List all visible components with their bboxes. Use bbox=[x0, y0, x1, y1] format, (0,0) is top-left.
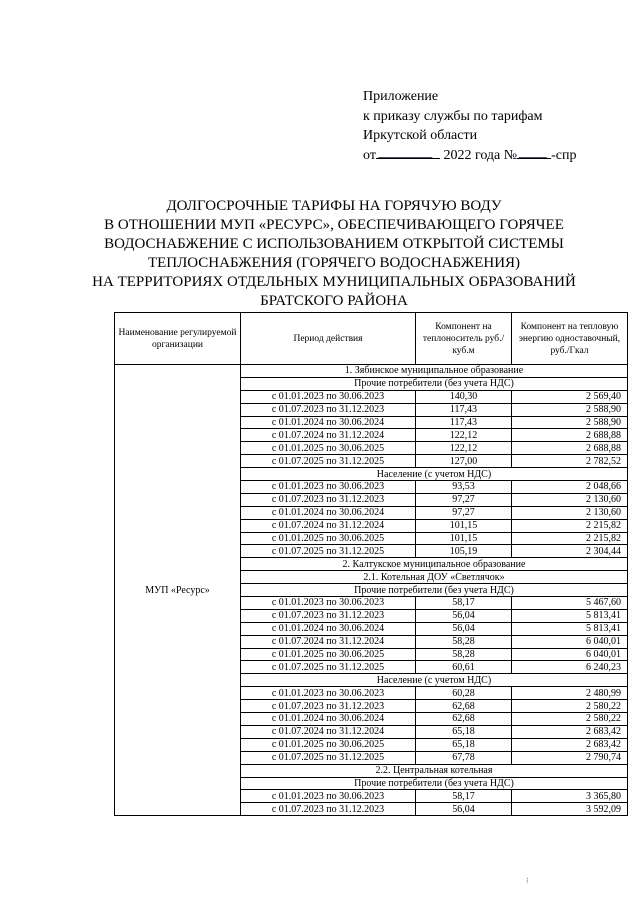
period-cell: с 01.01.2025 по 30.06.2025 bbox=[241, 532, 416, 545]
date-prefix: от bbox=[363, 147, 376, 163]
period-cell: с 01.01.2023 по 30.06.2023 bbox=[241, 481, 416, 494]
carrier-cell: 93,53 bbox=[416, 481, 512, 494]
energy-cell: 5 813,41 bbox=[512, 622, 628, 635]
carrier-cell: 101,15 bbox=[416, 532, 512, 545]
carrier-cell: 117,43 bbox=[416, 403, 512, 416]
period-cell: с 01.01.2024 по 30.06.2024 bbox=[241, 622, 416, 635]
appendix-block bbox=[363, 87, 577, 165]
carrier-cell: 101,15 bbox=[416, 519, 512, 532]
energy-cell: 6 040,01 bbox=[512, 635, 628, 648]
title-line: ДОЛГОСРОЧНЫЕ ТАРИФЫ НА ГОРЯЧУЮ ВОДУ bbox=[166, 198, 502, 214]
energy-cell: 2 215,82 bbox=[512, 519, 628, 532]
appendix-date-line bbox=[363, 146, 577, 166]
table-header-row bbox=[115, 313, 628, 365]
energy-cell: 2 790,74 bbox=[512, 751, 628, 764]
energy-cell: 2 683,42 bbox=[512, 738, 628, 751]
carrier-cell: 58,28 bbox=[416, 648, 512, 661]
page-mark: ⁝ bbox=[526, 876, 529, 885]
section-cell: Население (с учетом НДС) bbox=[241, 674, 628, 687]
energy-cell: 2 588,90 bbox=[512, 403, 628, 416]
carrier-cell: 58,17 bbox=[416, 790, 512, 803]
carrier-cell: 60,61 bbox=[416, 661, 512, 674]
table-body bbox=[115, 365, 628, 816]
period-cell: с 01.07.2025 по 31.12.2025 bbox=[241, 751, 416, 764]
energy-cell: 5 813,41 bbox=[512, 609, 628, 622]
energy-cell: 2 130,60 bbox=[512, 506, 628, 519]
period-cell: с 01.01.2024 по 30.06.2024 bbox=[241, 713, 416, 726]
carrier-cell: 62,68 bbox=[416, 713, 512, 726]
appendix-line-1: Приложение bbox=[363, 89, 439, 104]
period-cell: с 01.07.2023 по 31.12.2023 bbox=[241, 803, 416, 816]
energy-cell: 6 240,23 bbox=[512, 661, 628, 674]
period-cell: с 01.07.2023 по 31.12.2023 bbox=[241, 700, 416, 713]
date-suffix: -спр bbox=[551, 147, 577, 163]
carrier-cell: 140,30 bbox=[416, 390, 512, 403]
period-cell: с 01.07.2023 по 31.12.2023 bbox=[241, 493, 416, 506]
energy-cell: 2 569,40 bbox=[512, 390, 628, 403]
period-cell: с 01.01.2023 по 30.06.2023 bbox=[241, 790, 416, 803]
energy-cell: 2 683,42 bbox=[512, 725, 628, 738]
appendix-line-3: Иркутской области bbox=[363, 128, 478, 143]
energy-cell: 2 580,22 bbox=[512, 713, 628, 726]
carrier-cell: 122,12 bbox=[416, 429, 512, 442]
period-cell: с 01.01.2024 по 30.06.2024 bbox=[241, 416, 416, 429]
carrier-cell: 117,43 bbox=[416, 416, 512, 429]
energy-cell: 3 592,09 bbox=[512, 803, 628, 816]
carrier-cell: 67,78 bbox=[416, 751, 512, 764]
tariff-table bbox=[114, 312, 628, 816]
section-cell: 2. Калтукское муниципальное образование bbox=[241, 558, 628, 571]
period-cell: с 01.01.2025 по 30.06.2025 bbox=[241, 648, 416, 661]
energy-cell: 6 040,01 bbox=[512, 648, 628, 661]
energy-cell: 3 365,80 bbox=[512, 790, 628, 803]
period-cell: с 01.01.2024 по 30.06.2024 bbox=[241, 506, 416, 519]
period-cell: с 01.01.2023 по 30.06.2023 bbox=[241, 597, 416, 610]
energy-cell: 2 048,66 bbox=[512, 481, 628, 494]
period-cell: с 01.07.2024 по 31.12.2024 bbox=[241, 429, 416, 442]
period-cell: с 01.07.2025 по 31.12.2025 bbox=[241, 661, 416, 674]
carrier-cell: 60,28 bbox=[416, 687, 512, 700]
period-cell: с 01.07.2024 по 31.12.2024 bbox=[241, 725, 416, 738]
section-cell: Прочие потребители (без учета НДС) bbox=[241, 777, 628, 790]
header-energy: Компонент на тепловую энергию одноставочный, руб./Гкал bbox=[512, 313, 628, 365]
carrier-cell: 58,17 bbox=[416, 597, 512, 610]
period-cell: с 01.01.2025 по 30.06.2025 bbox=[241, 442, 416, 455]
section-cell: Прочие потребители (без учета НДС) bbox=[241, 377, 628, 390]
carrier-cell: 122,12 bbox=[416, 442, 512, 455]
carrier-cell: 56,04 bbox=[416, 609, 512, 622]
title-line: ВОДОСНАБЖЕНИЕ С ИСПОЛЬЗОВАНИЕМ ОТКРЫТОЙ СИСТЕМЫ bbox=[104, 236, 564, 252]
energy-cell: 2 580,22 bbox=[512, 700, 628, 713]
title-line: ТЕПЛОСНАБЖЕНИЯ (ГОРЯЧЕГО ВОДОСНАБЖЕНИЯ) bbox=[147, 255, 521, 271]
period-cell: с 01.01.2025 по 30.06.2025 bbox=[241, 738, 416, 751]
period-cell: с 01.07.2024 по 31.12.2024 bbox=[241, 635, 416, 648]
section-cell: 1. Зябинское муниципальное образование bbox=[241, 365, 628, 378]
document-title bbox=[88, 197, 580, 311]
energy-cell: 2 130,60 bbox=[512, 493, 628, 506]
org-name-cell: МУП «Ресурс» bbox=[115, 365, 241, 816]
title-line: В ОТНОШЕНИИ МУП «РЕСУРС», ОБЕСПЕЧИВАЮЩЕГО ГОРЯЧЕЕ bbox=[104, 217, 564, 233]
section-row bbox=[115, 365, 628, 378]
handwritten-date-signature bbox=[376, 146, 440, 159]
appendix-line-2: к приказу службы по тарифам bbox=[363, 108, 543, 124]
carrier-cell: 105,19 bbox=[416, 545, 512, 558]
carrier-cell: 97,27 bbox=[416, 506, 512, 519]
carrier-cell: 65,18 bbox=[416, 738, 512, 751]
date-year: 2022 года № bbox=[443, 147, 518, 163]
carrier-cell: 56,04 bbox=[416, 622, 512, 635]
carrier-cell: 62,68 bbox=[416, 700, 512, 713]
carrier-cell: 97,27 bbox=[416, 493, 512, 506]
section-cell: 2.2. Центральная котельная bbox=[241, 764, 628, 777]
carrier-cell: 56,04 bbox=[416, 803, 512, 816]
header-carrier: Компонент на теплоноситель руб./куб.м bbox=[416, 313, 512, 365]
section-cell: Население (с учетом НДС) bbox=[241, 468, 628, 481]
carrier-cell: 127,00 bbox=[416, 455, 512, 468]
section-cell: 2.1. Котельная ДОУ «Светлячок» bbox=[241, 571, 628, 584]
section-cell: Прочие потребители (без учета НДС) bbox=[241, 584, 628, 597]
handwritten-number-signature bbox=[517, 146, 551, 159]
period-cell: с 01.07.2023 по 31.12.2023 bbox=[241, 403, 416, 416]
energy-cell: 2 215,82 bbox=[512, 532, 628, 545]
title-line: БРАТСКОГО РАЙОНА bbox=[260, 293, 408, 309]
title-line: НА ТЕРРИТОРИЯХ ОТДЕЛЬНЫХ МУНИЦИПАЛЬНЫХ ОБРАЗОВАНИЙ bbox=[92, 274, 576, 290]
period-cell: с 01.01.2023 по 30.06.2023 bbox=[241, 687, 416, 700]
header-period: Период действия bbox=[241, 313, 416, 365]
energy-cell: 2 480,99 bbox=[512, 687, 628, 700]
period-cell: с 01.07.2025 по 31.12.2025 bbox=[241, 545, 416, 558]
carrier-cell: 65,18 bbox=[416, 725, 512, 738]
period-cell: с 01.07.2025 по 31.12.2025 bbox=[241, 455, 416, 468]
period-cell: с 01.01.2023 по 30.06.2023 bbox=[241, 390, 416, 403]
header-org: Наименование регулируемой организации bbox=[115, 313, 241, 365]
energy-cell: 2 688,88 bbox=[512, 442, 628, 455]
energy-cell: 2 688,88 bbox=[512, 429, 628, 442]
energy-cell: 2 782,52 bbox=[512, 455, 628, 468]
period-cell: с 01.07.2024 по 31.12.2024 bbox=[241, 519, 416, 532]
energy-cell: 2 304,44 bbox=[512, 545, 628, 558]
period-cell: с 01.07.2023 по 31.12.2023 bbox=[241, 609, 416, 622]
energy-cell: 2 588,90 bbox=[512, 416, 628, 429]
carrier-cell: 58,28 bbox=[416, 635, 512, 648]
energy-cell: 5 467,60 bbox=[512, 597, 628, 610]
